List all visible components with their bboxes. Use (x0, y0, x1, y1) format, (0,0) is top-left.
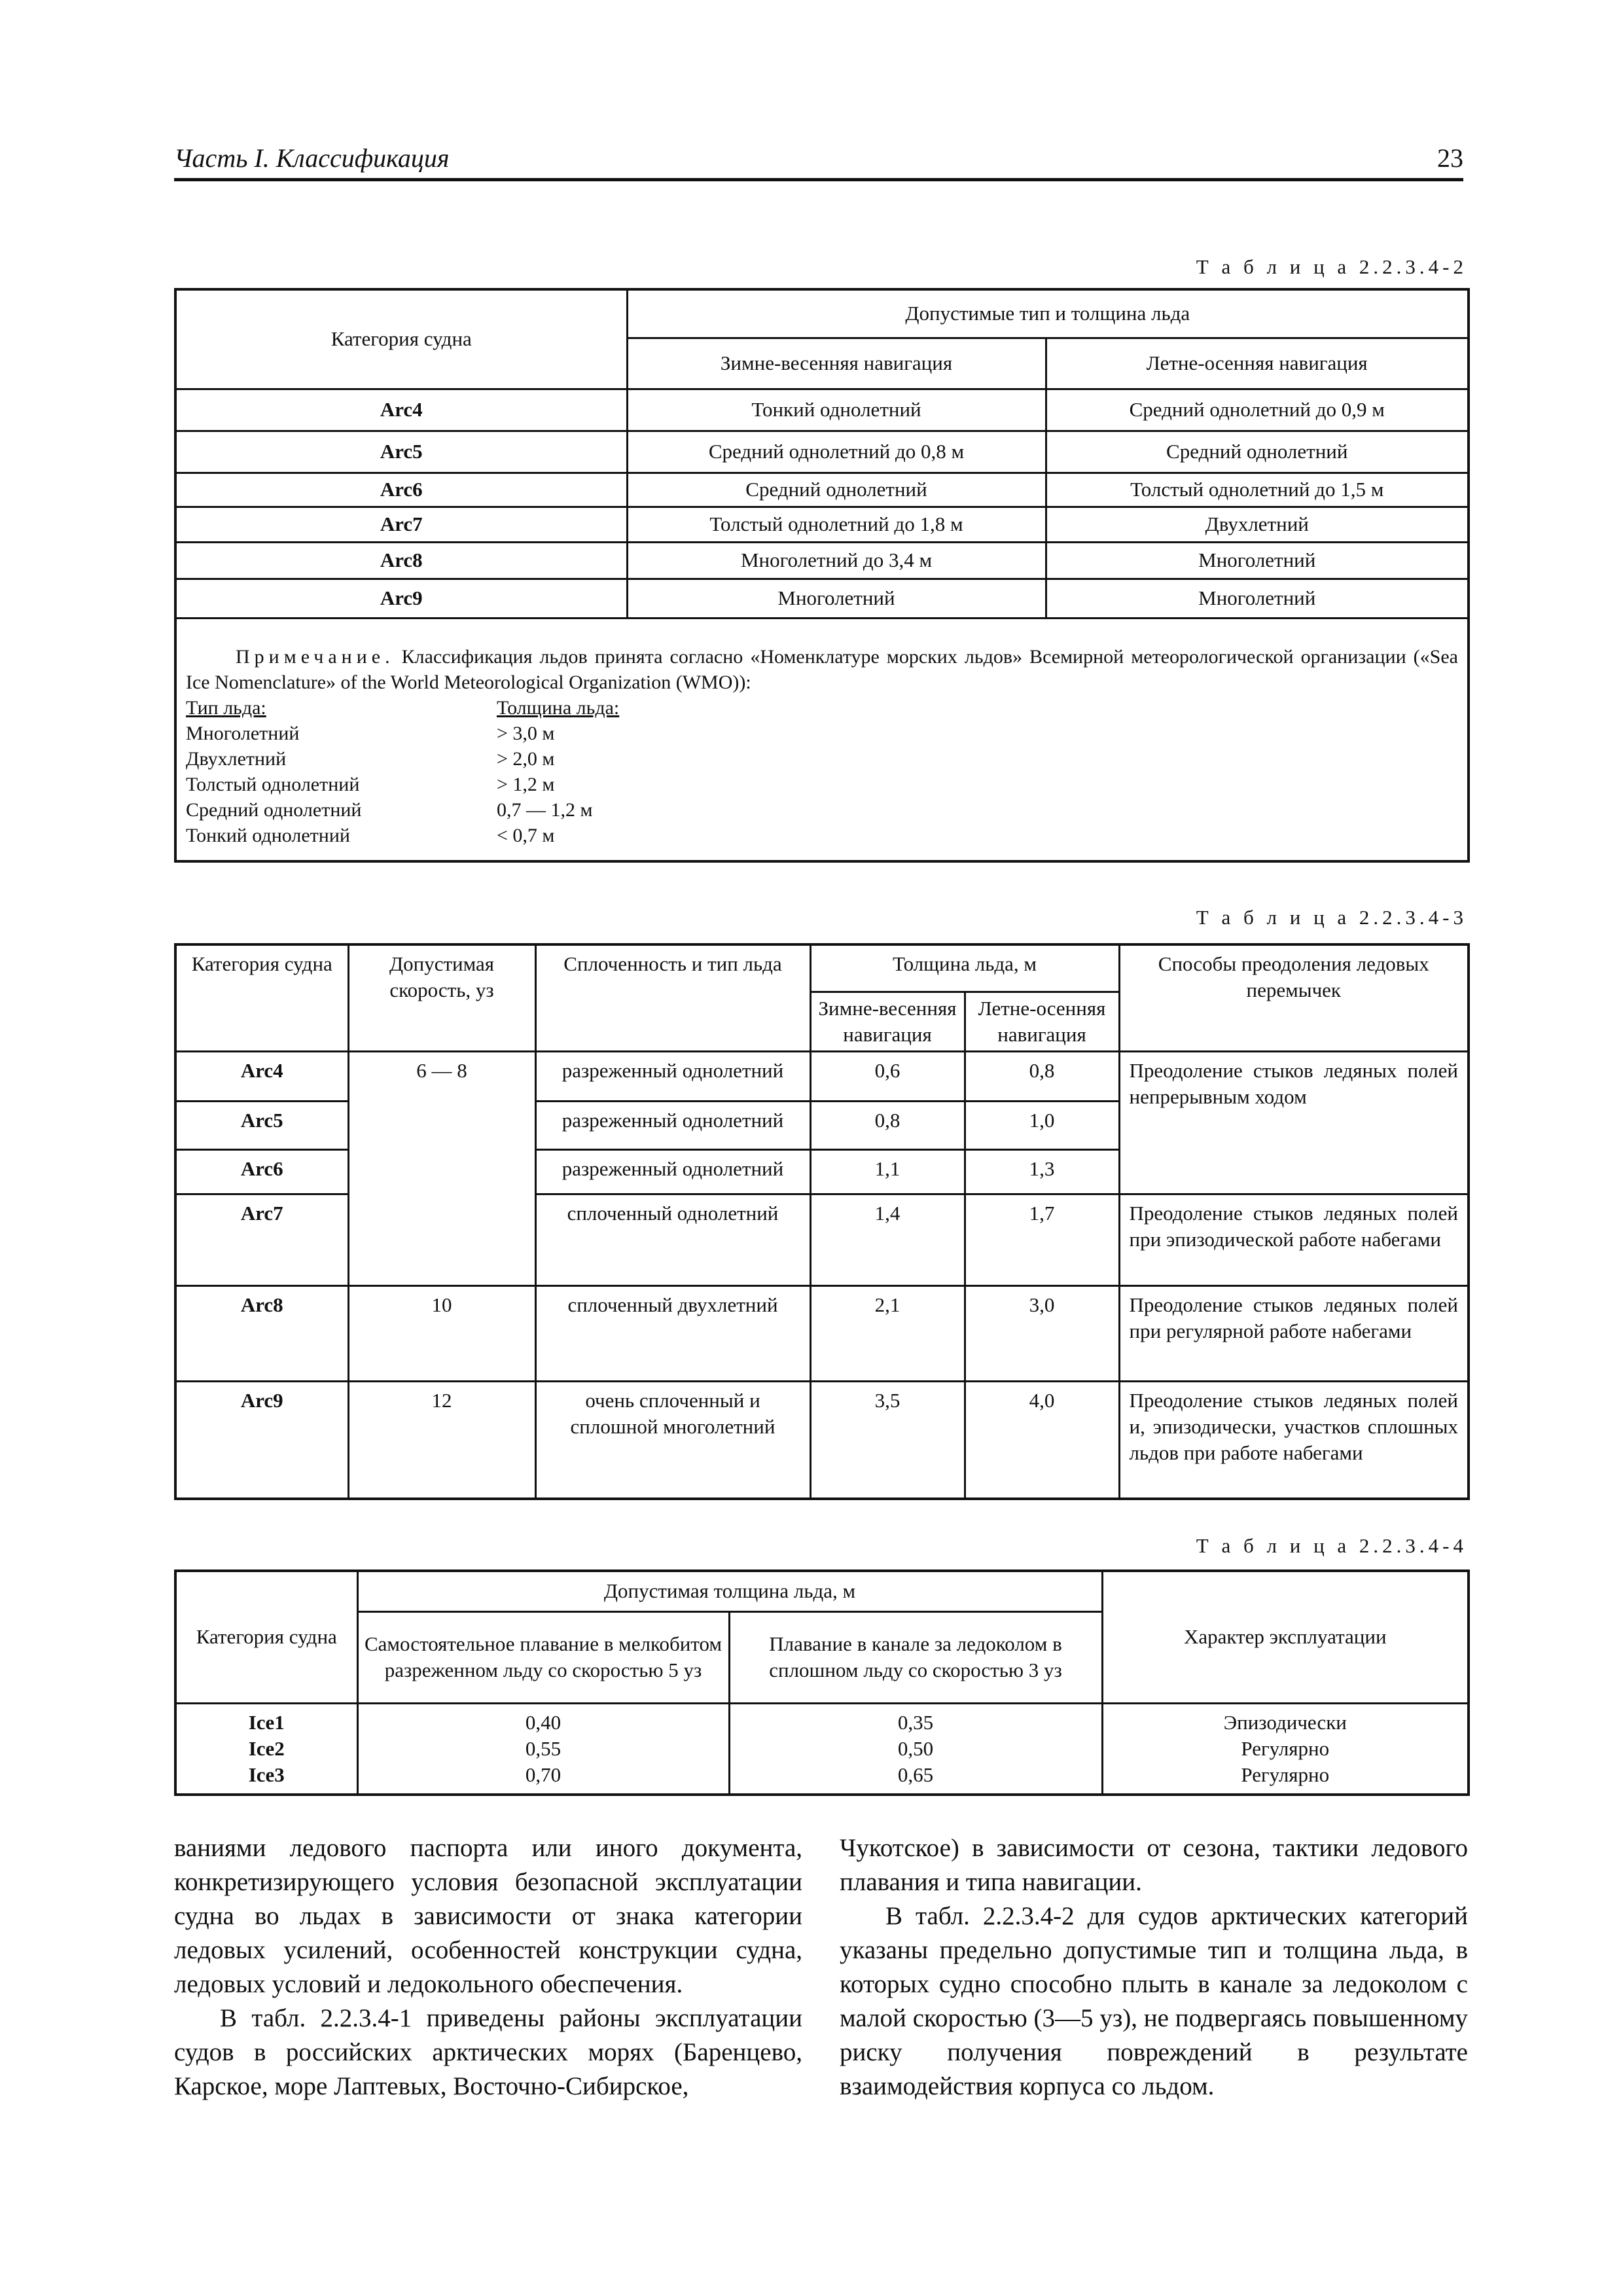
table-cell (357, 1703, 729, 1795)
list-item: Толстый однолетний (186, 773, 360, 795)
paragraph: ваниями ледового паспорта или иного документа, конкретизирующего условия безопасной эксплуатации судна во льдах в зависимости от знака категории ледовых усилений, особенностей конструкции судна, ледовых условий и ледокольного обеспечения. (174, 1834, 802, 1998)
cell-line: 0,35 (897, 1710, 934, 1734)
col-header-winter: Зимне-весенняя навигация (810, 992, 965, 1051)
cell-line: Ice1 (248, 1710, 285, 1734)
running-title: Часть I. Классификация (174, 143, 450, 173)
table-cell: Многолетний (1046, 542, 1469, 579)
ice-thickness-list (186, 695, 1458, 848)
table-cell: Arc9 (175, 579, 627, 618)
paragraph: Чукотское) в зависимости от сезона, тактики ледового плавания и типа навигации. (840, 1834, 1468, 1896)
table-cell: 0,8 (810, 1101, 965, 1149)
col-header-speed: Допустимая скорость, уз (348, 944, 535, 1051)
table-cell: разреженный однолетний (535, 1051, 810, 1101)
table-cell: Arc6 (175, 1149, 348, 1194)
col-header-winter: Зимне-весенняя навигация (627, 338, 1046, 389)
table-cell: 1,3 (965, 1149, 1119, 1194)
table-cell: Arc4 (175, 1051, 348, 1101)
cell-line: Регулярно (1241, 1736, 1330, 1760)
table-cell: Средний однолетний (1046, 431, 1469, 473)
table-cell: 0,6 (810, 1051, 965, 1101)
cell-line: 0,50 (897, 1736, 934, 1760)
paragraph: В табл. 2.2.3.4-1 приведены районы эксплуатации судов в российских арктических морях (Баренцево, Карское, море Лаптевых, Восточно-Сибирское, (174, 2004, 802, 2100)
table-cell: Arc8 (175, 542, 627, 579)
table-cell: 2,1 (810, 1285, 965, 1381)
col-header-thickness: Толщина льда, м (810, 944, 1119, 992)
table-label: Т а б л и ц а 2.2.3.4-2 (1196, 255, 1467, 278)
ice-type-table (174, 288, 1470, 863)
table-cell: 6 — 8 (348, 1051, 535, 1285)
table-cell: 1,4 (810, 1194, 965, 1285)
table-cell: Тонкий однолетний (627, 389, 1046, 431)
col-header-channel: Плавание в канале за ледоколом в сплошном льду со скоростью 3 уз (729, 1611, 1102, 1703)
table-cell: Arc4 (175, 389, 627, 431)
cell-line: 0,65 (897, 1763, 934, 1786)
list-item: > 1,2 м (497, 773, 555, 795)
table-cell: 1,7 (965, 1194, 1119, 1285)
table-cell: Преодоление стыков ледяных полей и, эпизодически, участков сплошных льдов при работе набегами (1119, 1381, 1469, 1499)
note-body: Классификация льдов принята согласно «Номенклатуре морских льдов» Всемирной метеорологической организации («Sea Ice Nomenclature» of the World Meteorological Organization (WMO)): (186, 645, 1458, 693)
table-cell: Средний однолетний (627, 473, 1046, 507)
col-header-category: Категория судна (175, 289, 627, 389)
table-cell (1102, 1703, 1469, 1795)
table-cell: 1,0 (965, 1101, 1119, 1149)
table-cell: Arc8 (175, 1285, 348, 1381)
note-text (186, 644, 1458, 695)
col-header-ice: Сплоченность и тип льда (535, 944, 810, 1051)
table-cell: Двухлетний (1046, 507, 1469, 542)
col-header-category: Категория судна (175, 1571, 357, 1703)
cell-line: 0,40 (525, 1710, 562, 1734)
list-item: > 3,0 м (497, 722, 555, 744)
table-cell: Arc5 (175, 1101, 348, 1149)
table-cell: 4,0 (965, 1381, 1119, 1499)
list-item: Тонкий однолетний (186, 824, 350, 846)
col-header-mode: Характер эксплуатации (1102, 1571, 1469, 1703)
table-cell: сплоченный однолетний (535, 1194, 810, 1285)
table-cell: 1,1 (810, 1149, 965, 1194)
table-cell: Толстый однолетний до 1,8 м (627, 507, 1046, 542)
header-rule (174, 178, 1463, 181)
table-cell: разреженный однолетний (535, 1101, 810, 1149)
page-number: 23 (1437, 143, 1463, 173)
text-column-right (840, 1831, 1468, 2104)
table-cell: Многолетний (1046, 579, 1469, 618)
cell-line: Эпизодически (1223, 1710, 1347, 1734)
table-label: Т а б л и ц а 2.2.3.4-4 (1196, 1534, 1467, 1557)
table-cell: Средний однолетний до 0,8 м (627, 431, 1046, 473)
list-item: Средний однолетний (186, 798, 362, 821)
table-cell: Многолетний до 3,4 м (627, 542, 1046, 579)
table-note (175, 618, 1469, 861)
cell-line: Ice3 (248, 1763, 285, 1786)
cell-line: Регулярно (1241, 1763, 1330, 1786)
list-head-type: Тип льда: (186, 696, 266, 719)
col-header-group: Допустимая толщина льда, м (357, 1571, 1102, 1611)
table-cell: 12 (348, 1381, 535, 1499)
cell-line: 0,70 (525, 1763, 562, 1786)
table-cell: 10 (348, 1285, 535, 1381)
list-item: Двухлетний (186, 747, 287, 770)
ice-class-table (174, 1570, 1470, 1796)
table-cell (729, 1703, 1102, 1795)
table-cell (175, 1703, 357, 1795)
col-header-method: Способы преодоления ледовых перемычек (1119, 944, 1469, 1051)
paragraph: В табл. 2.2.3.4-2 для судов арктических категорий указаны предельно допустимые тип и толщина льда, в которых судно способно плыть в канале за ледоколом с малой скоростью (3—5 уз), не подвергаясь повышенному риску получения повреждений в результате взаимодействия корпуса со льдом. (840, 1902, 1468, 2100)
table-cell: Arc7 (175, 507, 627, 542)
list-item: Многолетний (186, 722, 300, 744)
table-cell: Arc6 (175, 473, 627, 507)
table-cell: Преодоление стыков ледяных полей при эпизодической работе набегами (1119, 1194, 1469, 1285)
table-cell: Толстый однолетний до 1,5 м (1046, 473, 1469, 507)
table-cell: 0,8 (965, 1051, 1119, 1101)
col-header-group: Допустимые тип и толщина льда (627, 289, 1469, 338)
list-item: < 0,7 м (497, 824, 555, 846)
table-cell: сплоченный двухлетний (535, 1285, 810, 1381)
table-cell: 3,5 (810, 1381, 965, 1499)
list-item: > 2,0 м (497, 747, 555, 770)
table-cell: Преодоление стыков ледяных полей непрерывным ходом (1119, 1051, 1469, 1194)
table-label: Т а б л и ц а 2.2.3.4-3 (1196, 906, 1467, 929)
cell-line: Ice2 (248, 1736, 285, 1760)
col-header-summer: Летне-осенняя навигация (1046, 338, 1469, 389)
table-cell: очень сплоченный и сплошной многолетний (535, 1381, 810, 1499)
note-prefix: Примечание. (236, 645, 395, 668)
col-header-category: Категория судна (175, 944, 348, 1051)
table-cell: Arc7 (175, 1194, 348, 1285)
page-header (174, 143, 1463, 179)
cell-line: 0,55 (525, 1736, 562, 1760)
table-cell: Преодоление стыков ледяных полей при регулярной работе набегами (1119, 1285, 1469, 1381)
table-cell: Arc5 (175, 431, 627, 473)
col-header-summer: Летне-осенняя навигация (965, 992, 1119, 1051)
table-cell: Arc9 (175, 1381, 348, 1499)
table-cell: разреженный однолетний (535, 1149, 810, 1194)
ice-navigation-table (174, 943, 1470, 1500)
table-cell: 3,0 (965, 1285, 1119, 1381)
table-cell: Многолетний (627, 579, 1046, 618)
text-column-left (174, 1831, 802, 2104)
table-cell: Средний однолетний до 0,9 м (1046, 389, 1469, 431)
col-header-independent: Самостоятельное плавание в мелкобитом разреженном льду со скоростью 5 уз (357, 1611, 729, 1703)
list-head-thickness: Толщина льда: (497, 696, 620, 719)
list-item: 0,7 — 1,2 м (497, 798, 593, 821)
